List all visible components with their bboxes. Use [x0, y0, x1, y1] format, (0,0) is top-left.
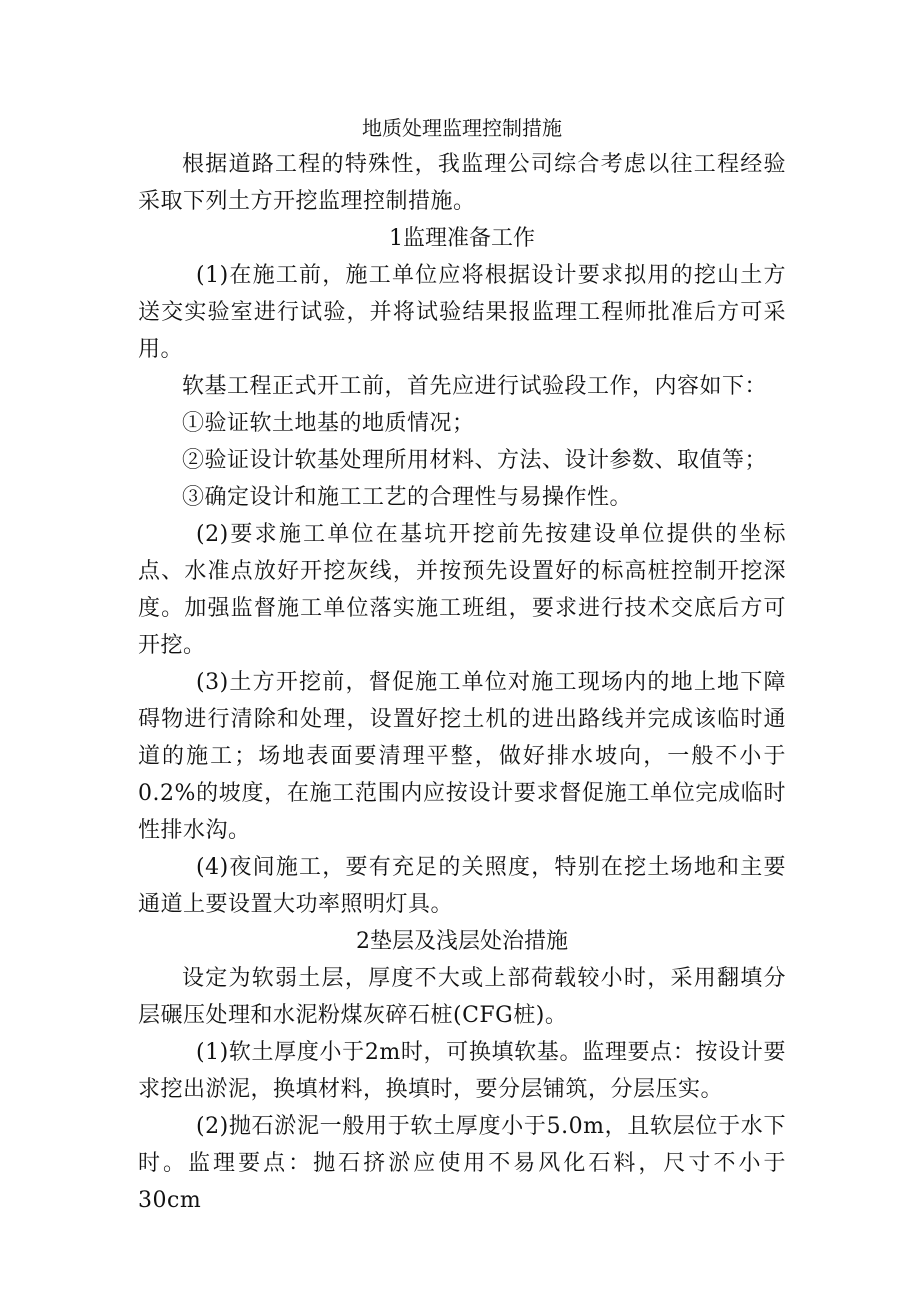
list-item: ②验证设计软基处理所用材料、方法、设计参数、取值等； [182, 448, 768, 473]
section-2-item-2: (2)抛石淤泥一般用于软土厚度小于5.0m，且软层位于水下时。监理要点：抛石挤淤应使用不易风化石料，尺寸不小于30cm [138, 1114, 786, 1213]
soft-base-intro: 软基工程正式开工前，首先应进行试验段工作，内容如下： [182, 374, 768, 399]
section-2-intro: 设定为软弱土层，厚度不大或上部荷载较小时，采用翻填分层碾压处理和水泥粉煤灰碎石桩(CFG桩)。 [138, 966, 786, 1028]
list-item: ①验证软土地基的地质情况； [182, 411, 475, 436]
section-2-item-1: (1)软土厚度小于2m时，可换填软基。监理要点：按设计要求挖出淤泥，换填材料，换填时，要分层铺筑，分层压实。 [138, 1040, 786, 1102]
section-1-item-3: (3)土方开挖前，督促施工单位对施工现场内的地上地下障碍物进行清除和处理，设置好挖土机的进出路线并完成该临时通道的施工；场地表面要清理平整，做好排水坡向，一般不小于0.2%的坡度，在施工范围内应按设计要求督促施工单位完成临时性排水沟。 [138, 670, 786, 843]
section-1-item-2: (2)要求施工单位在基坑开挖前先按建设单位提供的坐标点、水准点放好开挖灰线，并按预先设置好的标高桩控制开挖深度。加强监督施工单位落实施工班组，要求进行技术交底后方可开挖。 [138, 522, 786, 658]
section-1-item-1: (1)在施工前，施工单位应将根据设计要求拟用的挖山土方送交实验室进行试验，并将试验结果报监理工程师批准后方可采用。 [138, 263, 786, 362]
section-1-heading: 1监理准备工作 [389, 226, 535, 251]
intro-paragraph: 根据道路工程的特殊性，我监理公司综合考虑以往工程经验采取下列土方开挖监理控制措施。 [138, 152, 786, 214]
document-title: 地质处理监理控制措施 [362, 116, 562, 140]
list-item: ③确定设计和施工工艺的合理性与易操作性。 [182, 485, 633, 510]
document-body [138, 110, 786, 1219]
section-2-heading: 2垫层及浅层处治措施 [356, 929, 568, 954]
section-1-item-4: (4)夜间施工，要有充足的关照度，特别在挖土场地和主要通道上要设置大功率照明灯具。 [138, 855, 786, 917]
